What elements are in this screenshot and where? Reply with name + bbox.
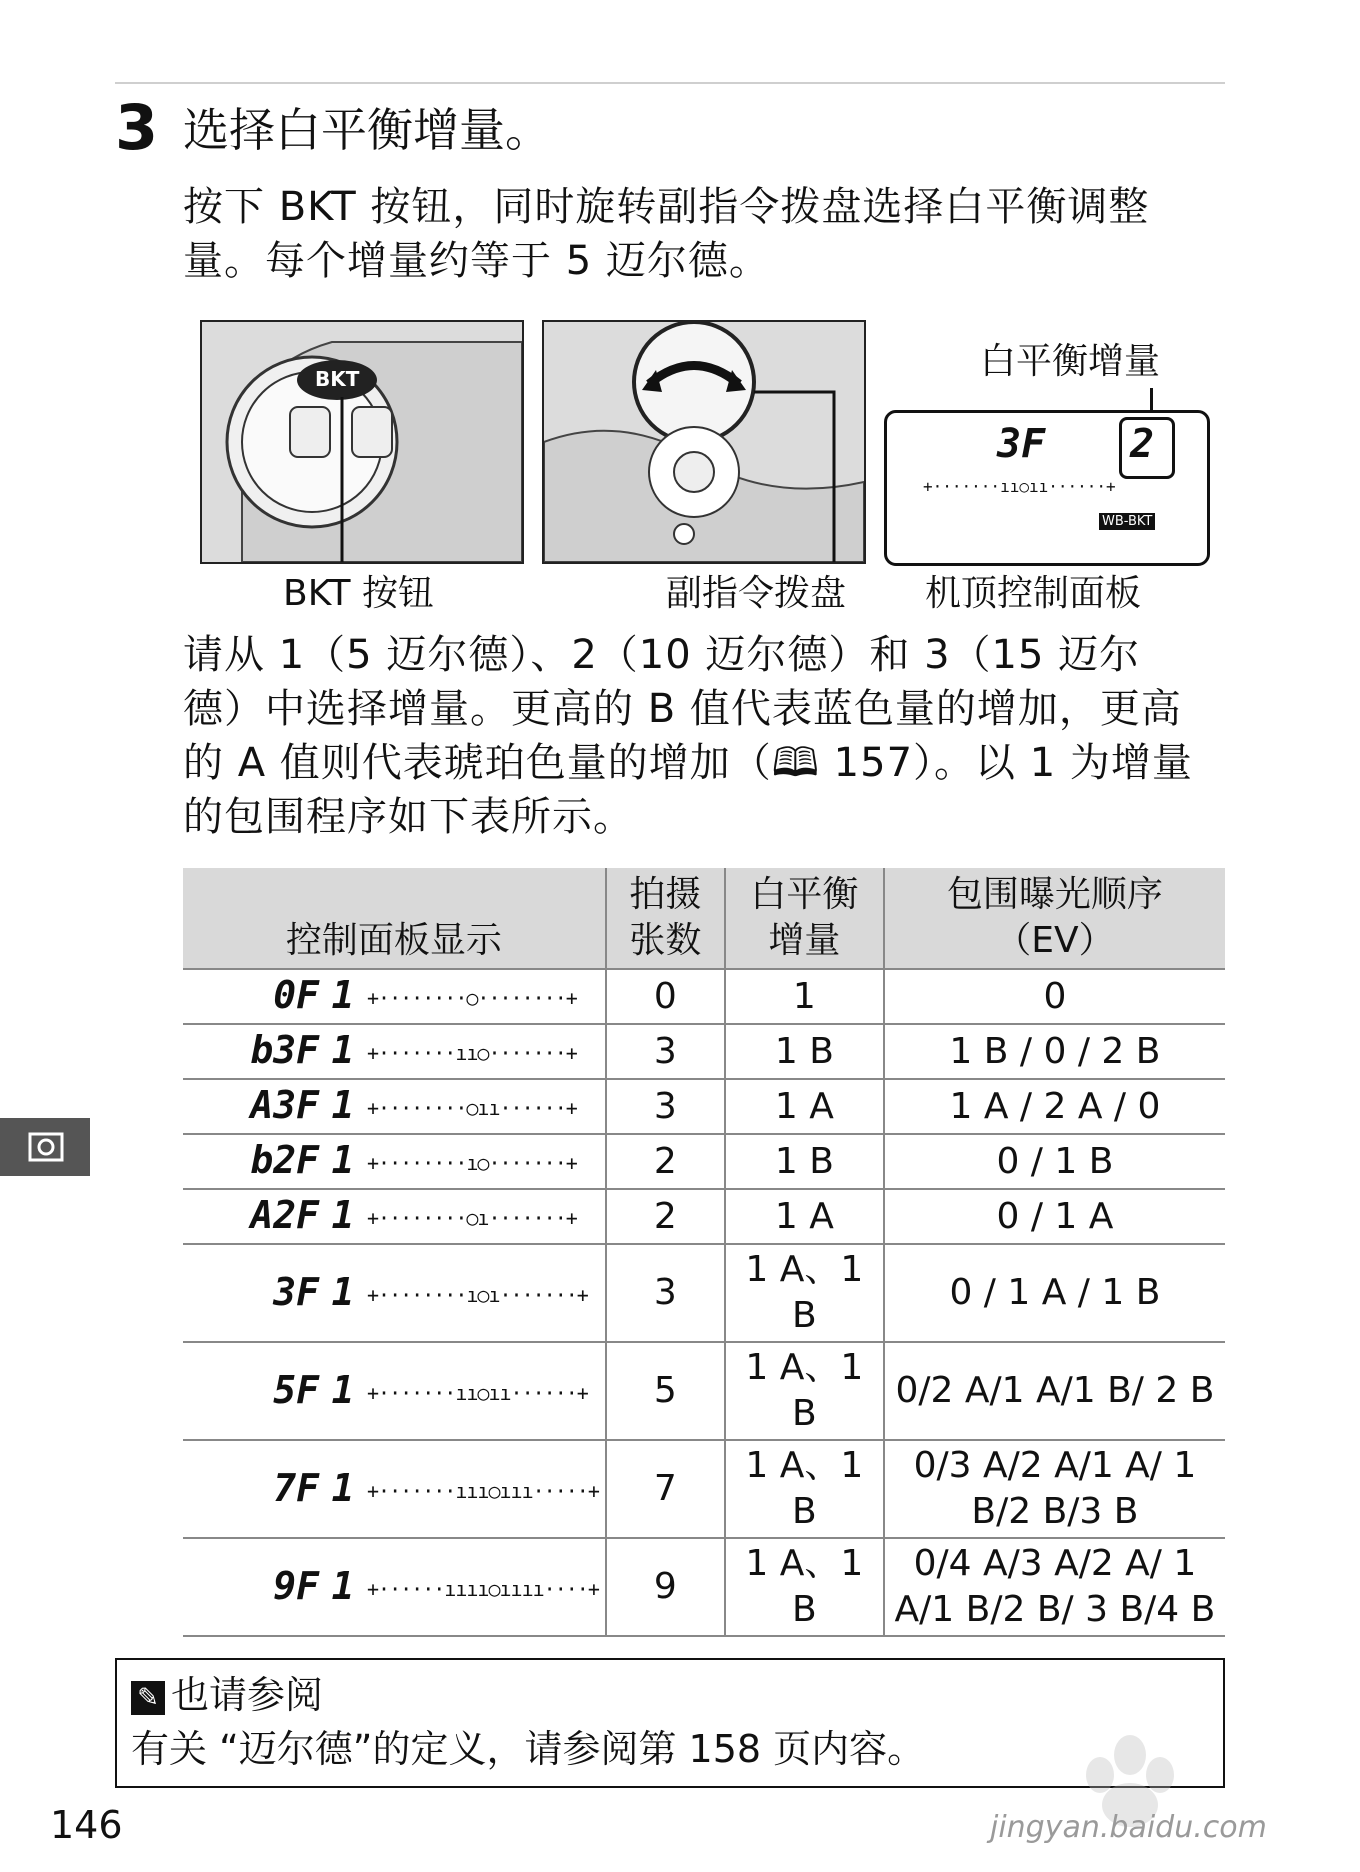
description-line-1: 请从 1（5 迈尔德）、2（10 迈尔德）和 3（15 迈尔 (183, 632, 1141, 678)
watermark-text: jingyan.baidu.com (990, 1810, 1267, 1845)
intro-line-1: 按下 BKT 按钮，同时旋转副指令拨盘选择白平衡调整 (183, 184, 1150, 230)
lcd-exposure-scale: +·······ıı○ıı······+ (923, 477, 1116, 496)
table-row: A3F 1 +········○ıı······+ 3 1 A 1 A / 2 A / 0 (183, 1079, 1225, 1134)
sub-command-dial-illustration (544, 322, 864, 562)
table-row: 0F 1 +········○········+ 0 1 0 (183, 969, 1225, 1024)
camera-bkt-photo (200, 320, 524, 564)
shooting-menu-icon (0, 1118, 90, 1176)
table-row: A2F 1 +········○ı·······+ 2 1 A 0 / 1 A (183, 1189, 1225, 1244)
step-title: 选择白平衡增量。 (183, 103, 551, 157)
sub-command-dial-label: 副指令拨盘 (666, 573, 847, 614)
table-header-row (183, 868, 1225, 969)
table-row: 7F 1 +·······ııı○ııı·····+ 7 1 A、1 B 0/3 A/2 A/1 A/ 1 B/2 B/3 B (183, 1440, 1225, 1538)
lcd-increment-readout: 2 (1130, 421, 1155, 467)
white-balance-increment-label: 白平衡增量 (980, 341, 1161, 382)
bkt-button-text: BKT (315, 367, 360, 391)
table-row: 9F 1 +······ıııı○ıııı····+ 9 1 A、1 B 0/4 A/3 A/2 A/ 1 A/1 B/2 B/ 3 B/4 B (183, 1538, 1225, 1636)
camera-bkt-illustration (202, 322, 522, 562)
step-number: 3 (115, 91, 159, 164)
header-order: 包围曝光顺序 （EV） (884, 868, 1225, 969)
camera-dial-photo (542, 320, 866, 564)
description-line-3: 的 A 值则代表琥珀色量的增加（🕮 157）。以 1 为增量 (183, 740, 1193, 786)
chapter-side-tab (0, 1118, 90, 1176)
header-display: 控制面板显示 (183, 868, 606, 969)
table-row: 5F 1 +·······ıı○ıı······+ 5 1 A、1 B 0/2 A/1 A/1 B/ 2 B (183, 1342, 1225, 1440)
bkt-button-label: BKT 按钮 (283, 573, 434, 614)
table-row: b2F 1 +········ı○·······+ 2 1 B 0 / 1 B (183, 1134, 1225, 1189)
pencil-icon: ✎ (131, 1681, 165, 1715)
top-control-panel-lcd (884, 410, 1210, 566)
page-number: 146 (50, 1803, 123, 1847)
note-body: 有关 “迈尔德”的定义，请参阅第 158 页内容。 (131, 1727, 926, 1771)
header-shots: 拍摄 张数 (606, 868, 725, 969)
header-increment: 白平衡 增量 (725, 868, 884, 969)
lcd-wb-bkt-indicator: WB-BKT (1099, 513, 1155, 530)
increment-description (183, 628, 1228, 844)
top-rule (115, 82, 1225, 84)
intro-paragraph (183, 180, 1228, 288)
intro-line-2: 量。每个增量约等于 5 迈尔德。 (183, 238, 770, 284)
lcd-frames-readout: 3F (997, 421, 1046, 467)
bracketing-table (183, 868, 1225, 1637)
table-row: 3F 1 +········ı○ı·······+ 3 1 A、1 B 0 / 1 A / 1 B (183, 1244, 1225, 1342)
description-line-2: 德）中选择增量。更高的 B 值代表蓝色量的增加，更高 (183, 686, 1182, 732)
top-control-panel-label: 机顶控制面板 (925, 573, 1142, 614)
note-title: ✎ 也请参阅 (131, 1670, 323, 1720)
table-row: b3F 1 +·······ıı○·······+ 3 1 B 1 B / 0 / 2 B (183, 1024, 1225, 1079)
description-line-4: 的包围程序如下表所示。 (183, 794, 634, 840)
